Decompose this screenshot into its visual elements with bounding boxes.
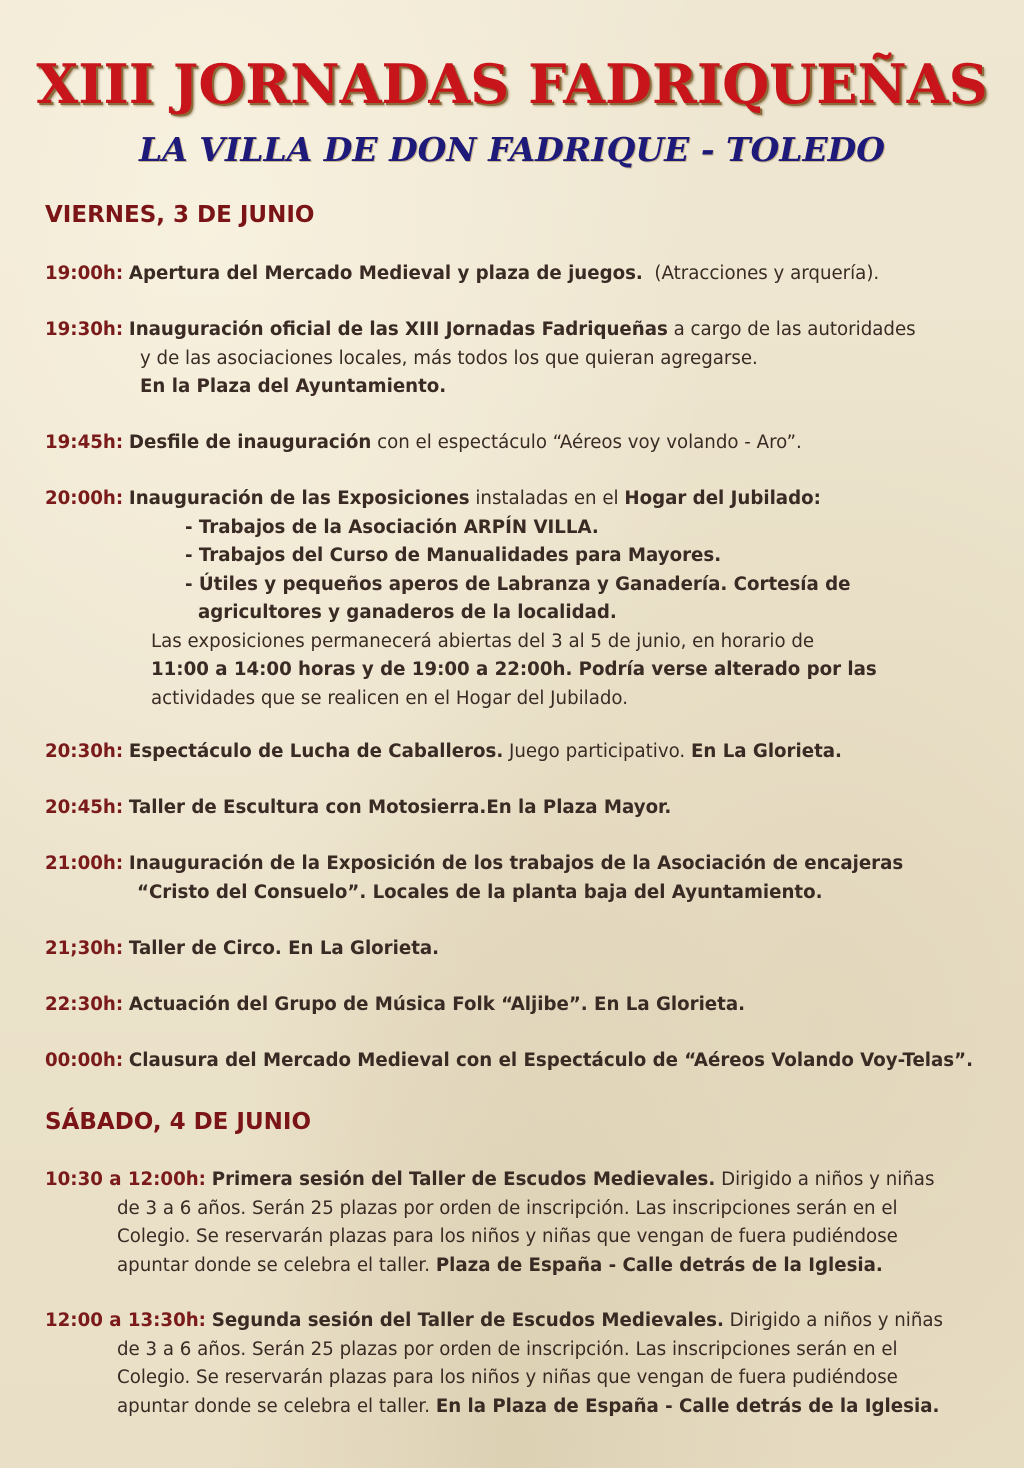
schedule-entry [45, 738, 1005, 767]
entry-text: y de las asociaciones locales, más todos los que quieran agregarse. [140, 347, 758, 369]
entry-text: de 3 a 6 años. Serán 25 plazas por orden de inscripción. Las inscripciones serán en el [117, 1197, 898, 1219]
entry-title: Segunda sesión del Taller de Escudos Medievales. [211, 1310, 724, 1331]
entry-title: Clausura del Mercado Medieval con el Espectáculo de “Aéreos Volando Voy-Telas”. [128, 1050, 973, 1071]
schedule-entry [45, 991, 1005, 1020]
entry-text: Dirigido a niños y niñas [721, 1169, 935, 1190]
entry-text: apuntar donde se celebra el taller. [117, 1395, 431, 1417]
entry-title: Primera sesión del Taller de Escudos Medievales. [211, 1169, 716, 1190]
entry-time: 19:00h: [45, 263, 124, 284]
list-item: - Trabajos de la Asociación ARPÍN VILLA. [185, 516, 599, 538]
entry-note: Las exposiciones permanecerá abiertas del 3 al 5 de junio, en horario de [151, 630, 815, 652]
entry-location: “Cristo del Consuelo”. Locales de la planta baja del Ayuntamiento. [137, 881, 823, 903]
entry-text: Juego participativo. [509, 741, 686, 762]
schedule-entry [45, 1166, 1005, 1280]
entry-title: Inauguración oficial de las XIII Jornadas Fadriqueñas [128, 319, 668, 340]
entry-title: Taller de Escultura con Motosierra.En la Plaza Mayor. [128, 797, 672, 818]
entry-note: actividades que se realicen en el Hogar del Jubilado. [151, 687, 628, 709]
entry-time: 21:00h: [45, 853, 124, 874]
entry-time: 19:30h: [45, 319, 124, 340]
entry-text: a cargo de las autoridades [673, 319, 916, 340]
entry-title: Espectáculo de Lucha de Caballeros. [128, 741, 504, 762]
entry-time: 21;30h: [45, 938, 124, 959]
entry-title: Desfile de inauguración [128, 432, 372, 453]
entry-time: 10:30 a 12:00h: [45, 1169, 206, 1190]
entry-time: 20:45h: [45, 797, 124, 818]
list-item: - Trabajos del Curso de Manualidades para Mayores. [185, 545, 722, 566]
entry-text: Colegio. Se reservarán plazas para los niños y niñas que vengan de fuera pudiéndose [117, 1367, 898, 1388]
schedule-entry [45, 260, 1005, 289]
entry-location: Hogar del Jubilado: [624, 488, 821, 509]
entry-location: En la Plaza de España - Calle detrás de la Iglesia. [435, 1395, 940, 1417]
schedule-entry [45, 935, 1005, 964]
schedule-entry [45, 1307, 1005, 1421]
entry-text: instaladas en el [475, 488, 619, 509]
entry-location: Plaza de España - Calle detrás de la Iglesia. [435, 1254, 883, 1276]
entry-text: con el espectáculo “Aéreos voy volando - Aro”. [377, 432, 802, 453]
schedule-entry [45, 485, 1005, 713]
schedule-entry [45, 316, 1005, 402]
list-item-continued: agricultores y ganaderos de la localidad. [198, 602, 617, 623]
page-subtitle: LA VILLA DE DON FADRIQUE - TOLEDO [138, 130, 886, 169]
entry-title: Taller de Circo. En La Glorieta. [128, 938, 440, 959]
entry-time: 19:45h: [45, 432, 124, 453]
day-heading-friday: VIERNES, 3 DE JUNIO [45, 202, 315, 228]
entry-title: Inauguración de las Exposiciones [128, 488, 470, 509]
entry-time: 12:00 a 13:30h: [45, 1310, 206, 1331]
entry-time: 20:00h: [45, 488, 124, 509]
entry-location: En La Glorieta. [691, 741, 842, 762]
page-title: XIII JORNADAS FADRIQUEÑAS [36, 52, 988, 116]
schedule-entry [45, 1047, 1005, 1076]
day-heading-saturday: SÁBADO, 4 DE JUNIO [45, 1109, 311, 1135]
list-item: - Útiles y pequeños aperos de Labranza y Ganadería. Cortesía de [185, 573, 851, 595]
entry-text: Dirigido a niños y niñas [729, 1310, 944, 1331]
entry-note: (Atracciones y arquería). [654, 263, 880, 284]
entry-text: de 3 a 6 años. Serán 25 plazas por orden de inscripción. Las inscripciones serán en el [117, 1338, 898, 1360]
schedule-entry [45, 850, 1005, 907]
entry-title: Inauguración de la Exposición de los trabajos de la Asociación de encajeras [128, 853, 904, 874]
entry-note: 11:00 a 14:00 horas y de 19:00 a 22:00h. Podría verse alterado por las [151, 659, 877, 680]
entry-text: Colegio. Se reservarán plazas para los niños y niñas que vengan de fuera pudiéndose [117, 1226, 898, 1247]
entry-text: apuntar donde se celebra el taller. [117, 1254, 431, 1276]
entry-time: 20:30h: [45, 741, 124, 762]
entry-time: 00:00h: [45, 1050, 124, 1071]
entry-title: Apertura del Mercado Medieval y plaza de juegos. [128, 263, 643, 284]
entry-time: 22:30h: [45, 994, 124, 1015]
entry-location: En la Plaza del Ayuntamiento. [140, 376, 447, 397]
schedule-entry [45, 429, 1005, 458]
entry-title: Actuación del Grupo de Música Folk “Aljibe”. En La Glorieta. [128, 994, 746, 1015]
schedule-entry [45, 794, 1005, 823]
